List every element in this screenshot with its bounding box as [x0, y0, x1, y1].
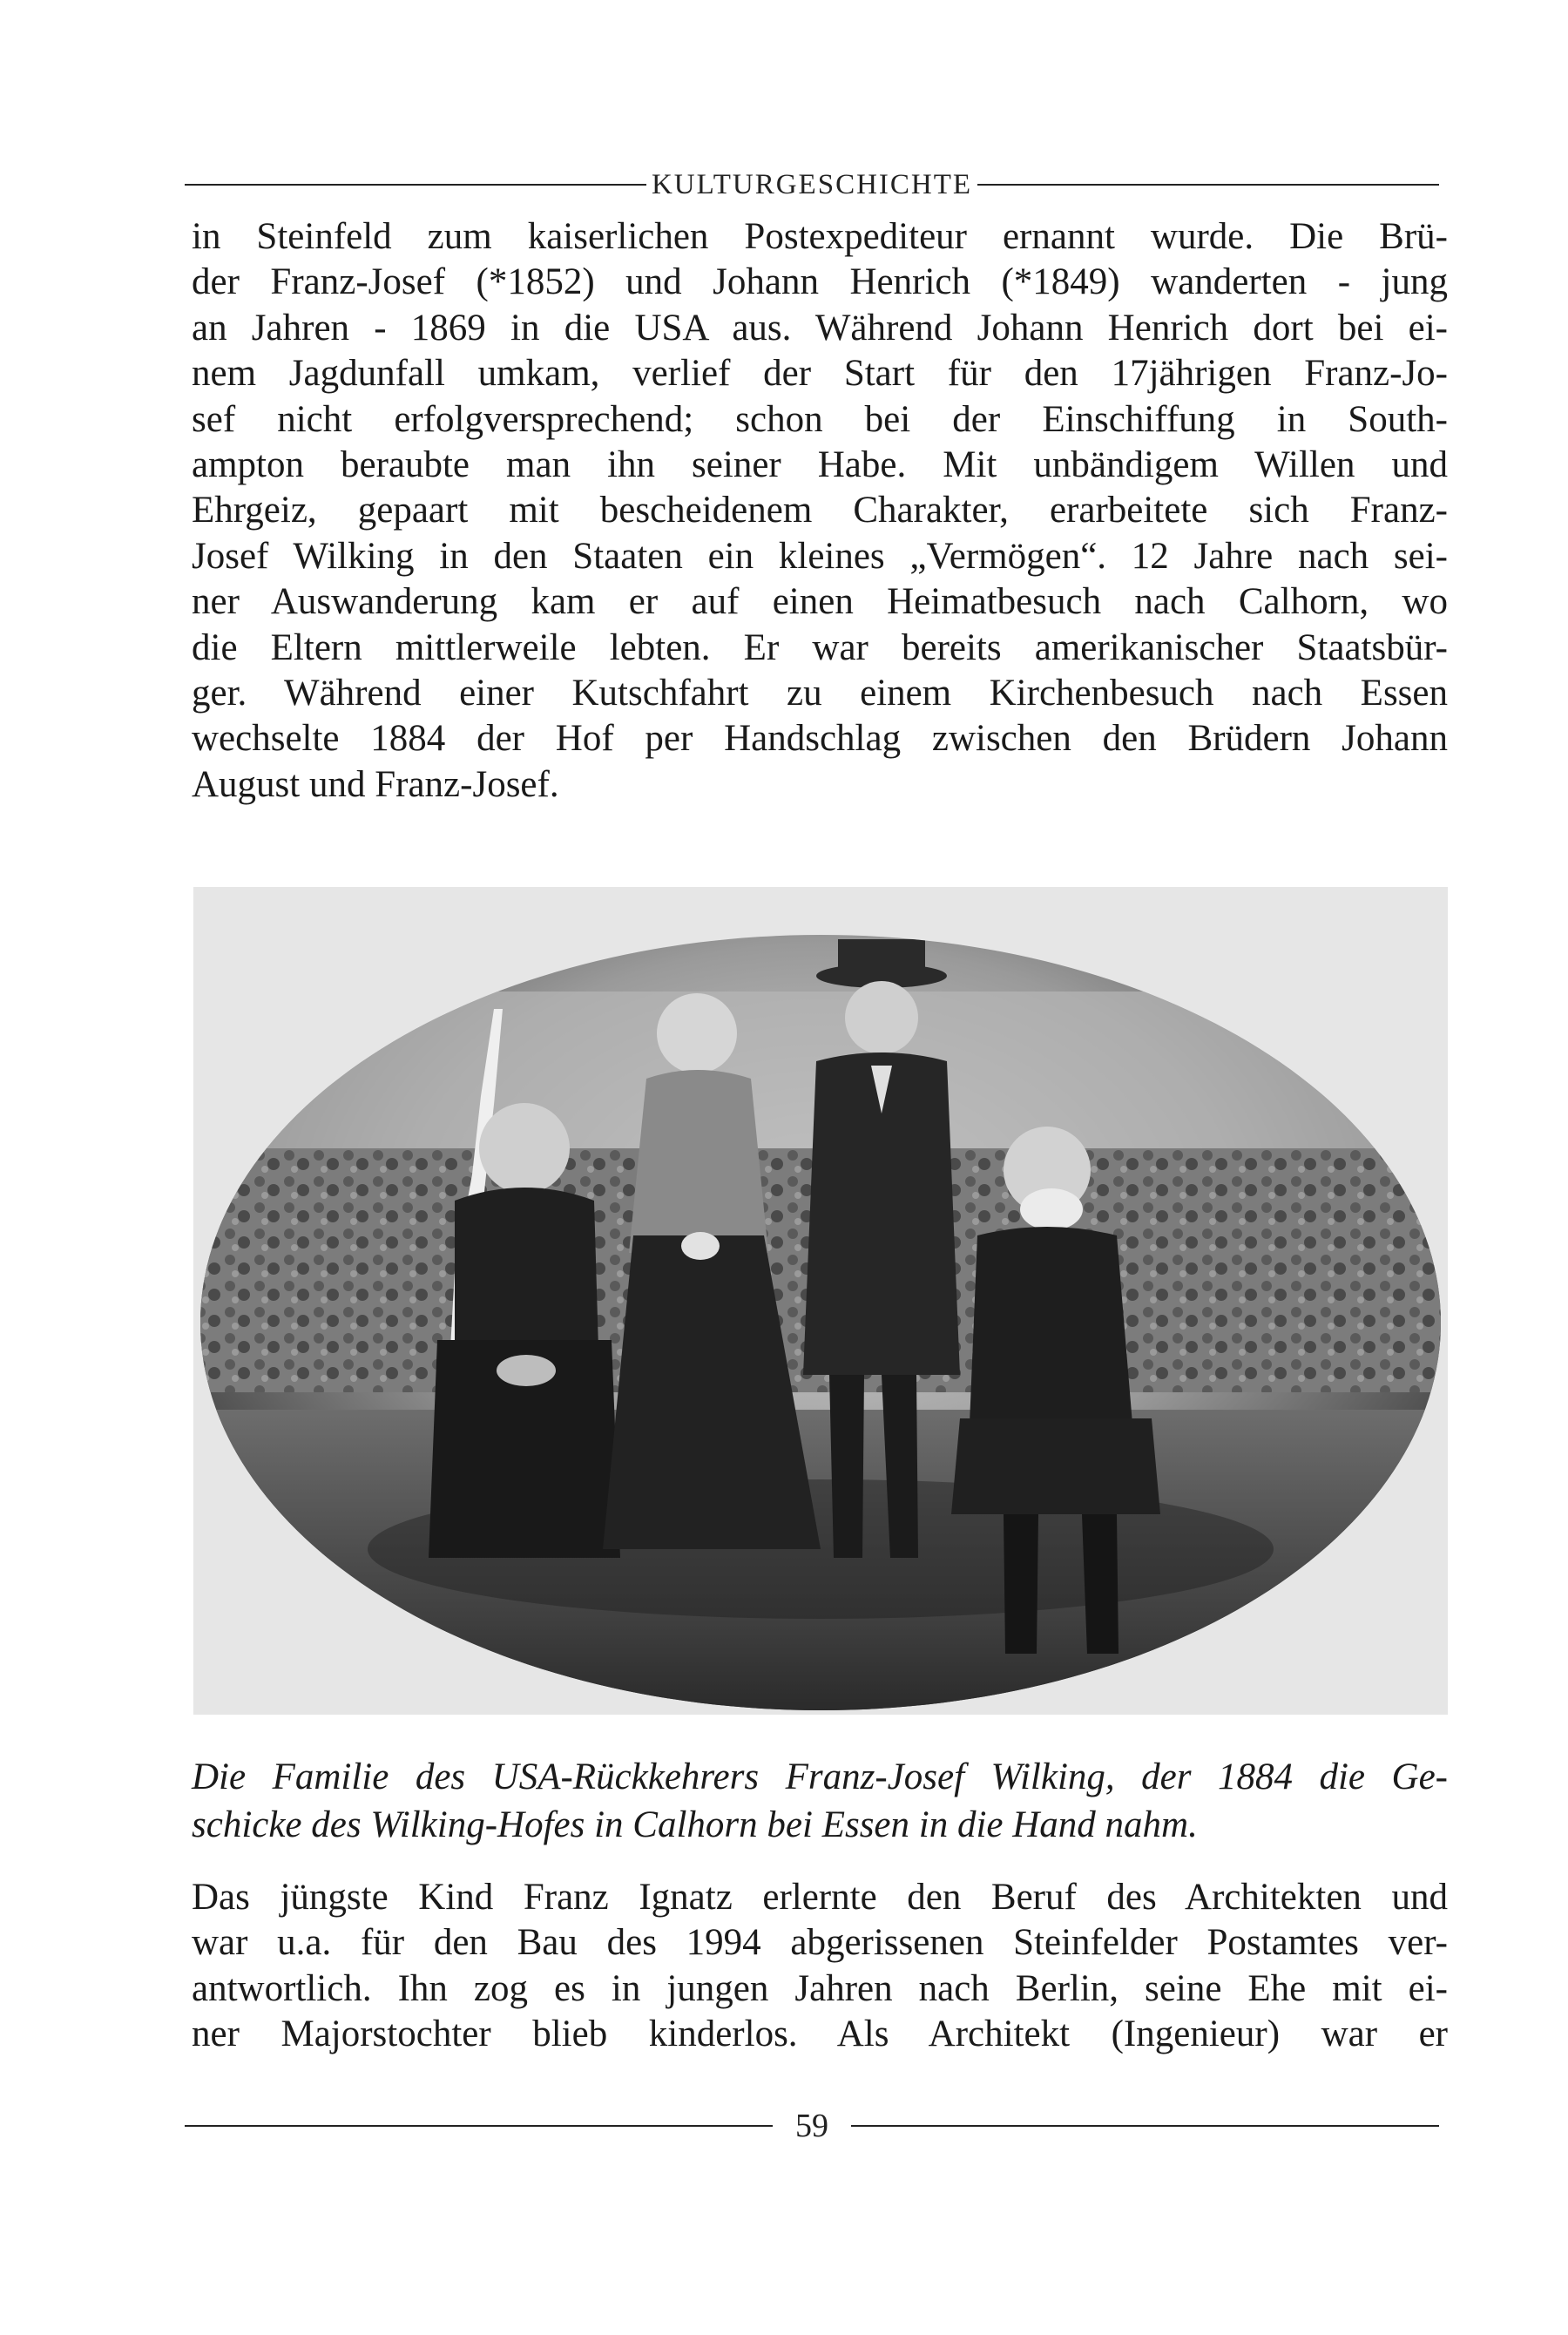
text-line: Das jüngste Kind Franz Ignatz erlernte den Beruf des Architekten und	[192, 1877, 1448, 1918]
text-line: an Jahren - 1869 in die USA aus. Während Johann Henrich dort bei ei-	[192, 307, 1448, 349]
text-line: Ehrgeiz, gepaart mit bescheidenem Charakter, erarbeitete sich Franz-	[192, 490, 1448, 531]
header-rule-left	[185, 184, 646, 186]
text-line: antwortlich. Ihn zog es in jungen Jahren nach Berlin, seine Ehe mit ei-	[192, 1967, 1448, 2009]
text-line: sef nicht erfolgversprechend; schon bei der Einschiffung in South-	[192, 398, 1448, 440]
footer-rule-left	[185, 2125, 773, 2127]
paragraph-bottom	[192, 1875, 1448, 2058]
running-title: KULTURGESCHICHTE	[651, 168, 973, 200]
text-line: August und Franz-Josef.	[192, 763, 559, 805]
text-line: die Eltern mittlerweile lebten. Er war bereits amerikanischer Staatsbür-	[192, 626, 1448, 668]
page-number: 59	[795, 2108, 828, 2144]
header-rule-right	[977, 184, 1439, 186]
text-line: ner Auswanderung kam er auf einen Heimatbesuch nach Calhorn, wo	[192, 581, 1448, 623]
text-line: ner Majorstochter blieb kinderlos. Als Architekt (Ingenieur) war er	[192, 2014, 1448, 2055]
caption-line: Die Familie des USA-Rückkehrers Franz-Josef Wilking, der 1884 die Ge-	[192, 1756, 1448, 1797]
text-line: war u.a. für den Bau des 1994 abgerissenen Steinfelder Postamtes ver-	[192, 1922, 1448, 1964]
paragraph-top	[192, 214, 1448, 808]
page-footer	[185, 2107, 1439, 2145]
text-line: Josef Wilking in den Staaten ein kleines „Vermögen“. 12 Jahre nach sei-	[192, 535, 1448, 577]
running-header	[185, 167, 1439, 202]
family-photo	[193, 887, 1448, 1715]
caption-line: schicke des Wilking-Hofes in Calhorn bei Essen in die Hand nahm.	[192, 1804, 1198, 1845]
text-line: ampton beraubte man ihn seiner Habe. Mit unbändigem Willen und	[192, 443, 1448, 485]
text-line: nem Jagdunfall umkam, verlief der Start für den 17jährigen Franz-Jo-	[192, 353, 1448, 395]
text-line: ger. Während einer Kutschfahrt zu einem Kirchenbesuch nach Essen	[192, 672, 1448, 714]
text-line: wechselte 1884 der Hof per Handschlag zwischen den Brüdern Johann	[192, 718, 1448, 760]
family-photo-icon	[193, 887, 1448, 1715]
photo-caption	[192, 1753, 1448, 1849]
text-line: in Steinfeld zum kaiserlichen Postexpediteur ernannt wurde. Die Brü-	[192, 216, 1448, 257]
footer-rule-right	[851, 2125, 1439, 2127]
text-line: der Franz-Josef (*1852) und Johann Henrich (*1849) wanderten - jung	[192, 261, 1448, 303]
